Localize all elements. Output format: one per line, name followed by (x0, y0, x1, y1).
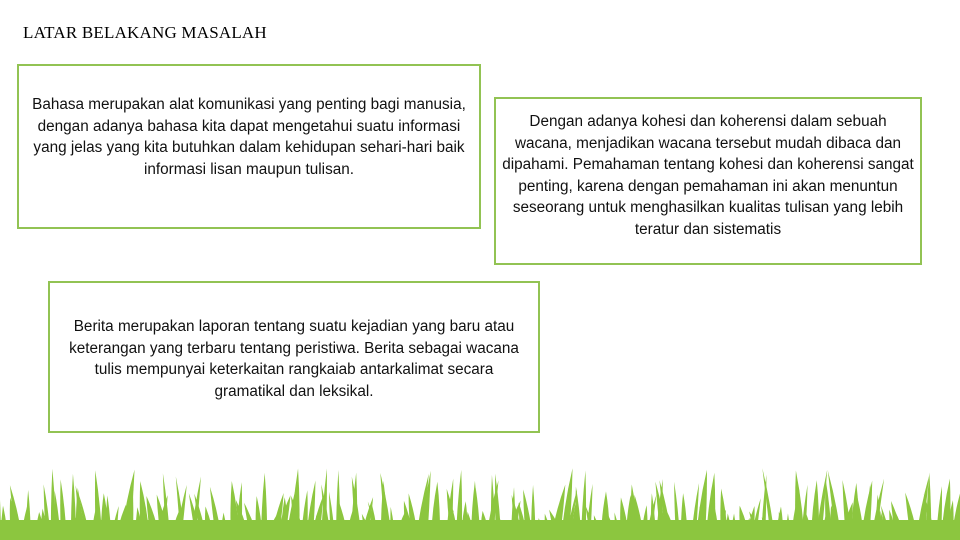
text-box-berita[interactable] (48, 281, 540, 433)
text-box-bahasa-text: Bahasa merupakan alat komunikasi yang penting bagi manusia, dengan adanya bahasa kita dapat mengetahui suatu informasi yang jelas yang kita butuhkan dalam kehidupan sehari-hari baik informasi lisan maupun tulisan. (32, 96, 466, 178)
text-box-kohesi-text: Dengan adanya kohesi dan koherensi dalam sebuah wacana, menjadikan wacana tersebut mudah dibaca dan dipahami. Pemahaman tentang kohesi dan koherensi sangat penting, karena dengan pemahaman ini akan menuntun seseorang untuk menghasilkan kualitas tulisan yang lebih teratur dan sistematis (502, 113, 914, 238)
grass-decoration (0, 460, 960, 540)
grass-base (0, 520, 960, 540)
slide-title: LATAR BELAKANG MASALAH (23, 23, 267, 42)
text-box-bahasa[interactable] (17, 64, 481, 229)
text-box-kohesi[interactable] (494, 97, 922, 265)
text-box-berita-text: Berita merupakan laporan tentang suatu kejadian yang baru atau keterangan yang terbaru tentang peristiwa. Berita sebagai wacana tulis mempunyai keterkaitan rangkaiab antarkalimat secara gramatikal dan leksikal. (69, 318, 519, 400)
